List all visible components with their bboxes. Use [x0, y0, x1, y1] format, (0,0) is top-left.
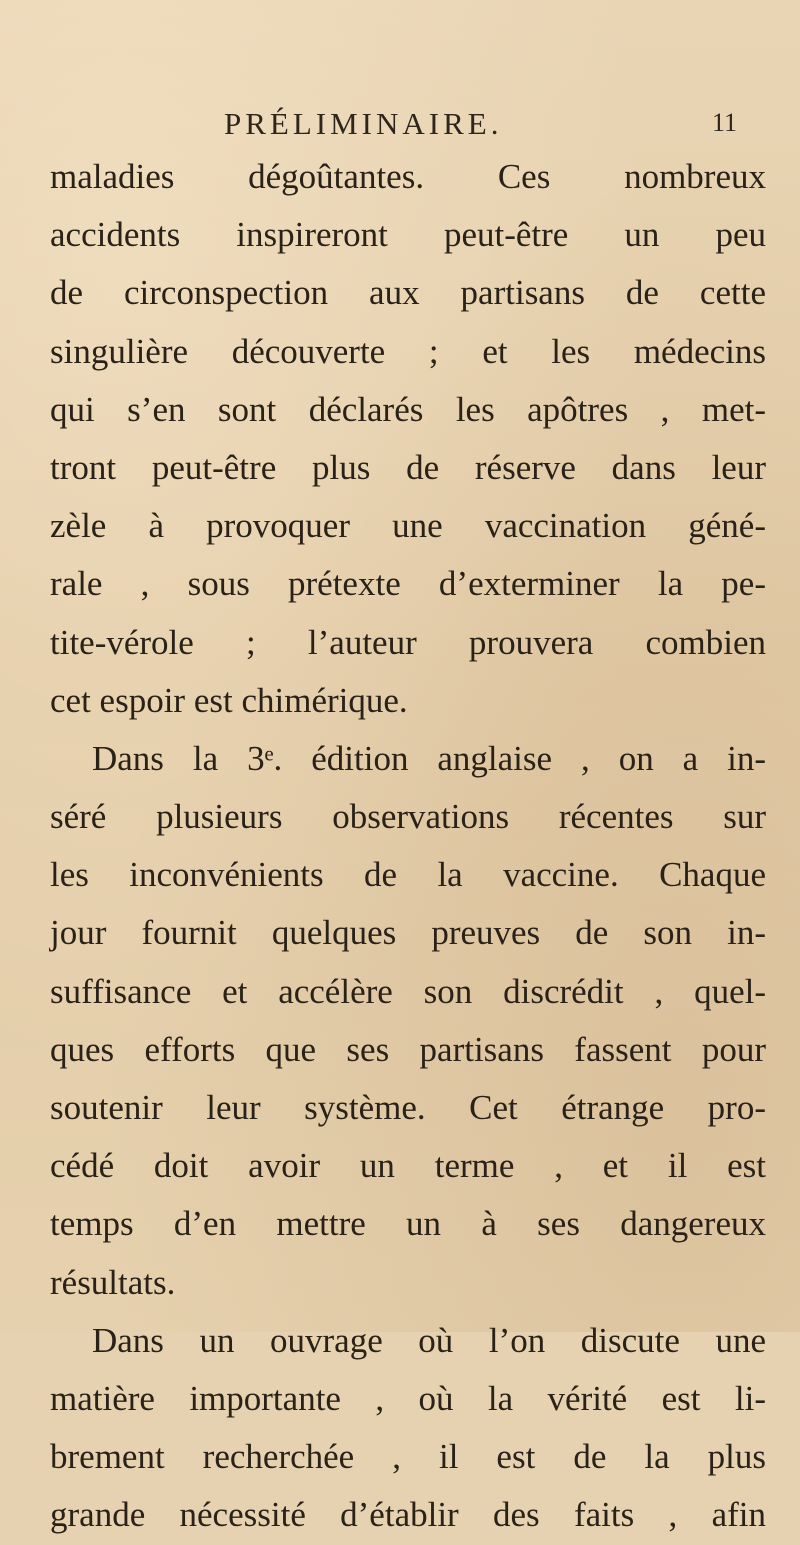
page-header: [0, 100, 800, 148]
text-line: grande nécessité d’établir des faits , afin: [50, 1495, 766, 1535]
text-line: zèle à provoquer une vaccination géné-: [50, 506, 766, 546]
text-line: brement recherchée , il est de la plus: [50, 1437, 766, 1477]
text-line: tront peut-être plus de réserve dans leur: [50, 447, 766, 487]
text-line: qui s’en sont déclarés les apôtres , met-: [50, 389, 766, 429]
text-line: tite-vérole ; l’auteur prouvera combien: [50, 622, 766, 662]
text-line: séré plusieurs observations récentes sur: [50, 797, 766, 837]
paragraph-first-line: Dans la 3ᵉ. édition anglaise , on a in-: [92, 738, 766, 778]
running-title: PRÉLIMINAIRE.: [224, 106, 503, 141]
text-line: de circonspection aux partisans de cette: [50, 273, 766, 313]
text-line: cet espoir est chimérique.: [50, 680, 408, 720]
text-line: temps d’en mettre un à ses dangereux: [50, 1204, 766, 1244]
text-line: suffisance et accélère son discrédit , quel-: [50, 971, 766, 1011]
text-line: rale , sous prétexte d’exterminer la pe-: [50, 564, 766, 604]
text-line: cédé doit avoir un terme , et il est: [50, 1146, 766, 1186]
text-line: maladies dégoûtantes. Ces nombreux: [50, 157, 766, 196]
page-number: 11: [712, 108, 738, 137]
text-line: accidents inspireront peut-être un peu: [50, 215, 766, 255]
text-line: soutenir leur système. Cet étrange pro-: [50, 1088, 766, 1127]
text-line: les inconvénients de la vaccine. Chaque: [50, 855, 766, 895]
text-line: jour fournit quelques preuves de son in-: [50, 913, 766, 953]
body-text: [50, 148, 766, 1545]
text-line: ques efforts que ses partisans fassent pour: [50, 1029, 766, 1069]
paragraph-first-line: Dans un ouvrage où l’on discute une: [92, 1320, 766, 1360]
text-line: matière importante , où la vérité est li-: [50, 1378, 766, 1418]
text-line: résultats.: [50, 1262, 176, 1302]
text-line: singulière découverte ; et les médecins: [50, 331, 766, 371]
